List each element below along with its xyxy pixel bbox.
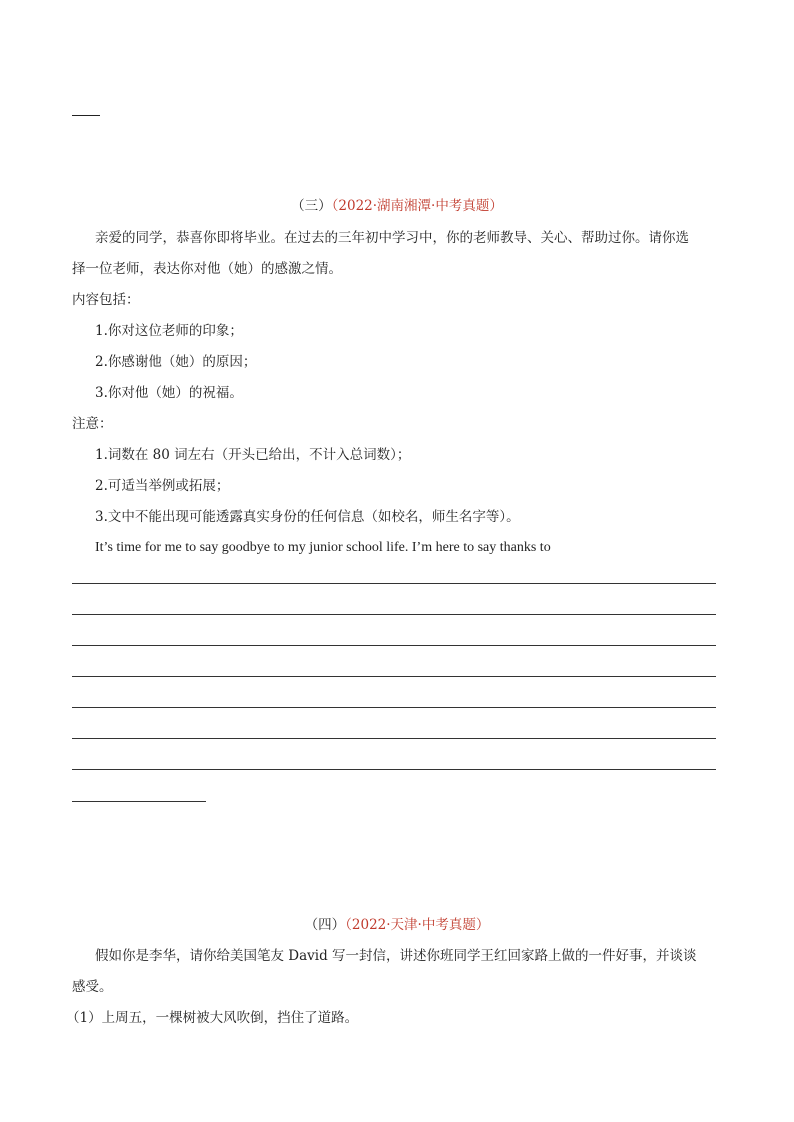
writing-line-short[interactable] xyxy=(72,801,206,802)
writing-line[interactable] xyxy=(72,738,716,739)
writing-line[interactable] xyxy=(72,583,716,584)
note-item: 1.词数在 80 词左右（开头已给出，不计入总词数）； xyxy=(95,447,411,463)
writing-line[interactable] xyxy=(72,676,716,677)
content-item: 1.你对这位老师的印象； xyxy=(95,323,243,339)
section3-title xyxy=(0,194,794,214)
section4-title xyxy=(0,913,794,933)
writing-line[interactable] xyxy=(72,707,716,708)
content-item: 2.你感谢他（她）的原因； xyxy=(95,354,257,370)
writing-line[interactable] xyxy=(72,769,716,770)
notes-heading: 注意： xyxy=(72,416,113,432)
section4-item1: （1）上周五，一棵树被大风吹倒，挡住了道路。 xyxy=(66,1010,359,1026)
section4-number: （四） xyxy=(304,917,346,933)
section4-intro-line2: 感受。 xyxy=(72,979,113,995)
section3-intro-line1: 亲爱的同学，恭喜你即将毕业。在过去的三年初中学习中，你的老师教导、关心、帮助过你。请你选 xyxy=(95,230,689,246)
section4-source: （2022·天津·中考真题） xyxy=(345,917,490,933)
content-item: 3.你对他（她）的祝福。 xyxy=(95,385,243,401)
section3-number: （三） xyxy=(291,198,332,214)
section4-intro-line1: 假如你是李华，请你给美国笔友 David 写一封信，讲述你班同学王红回家路上做的一件好事，并谈谈 xyxy=(95,948,697,964)
writing-line[interactable] xyxy=(72,645,716,646)
opening-sentence: It’s time for me to say goodbye to my junior school life. I’m here to say thanks to xyxy=(95,540,551,555)
section3-intro-line2: 择一位老师，表达你对他（她）的感激之情。 xyxy=(72,261,342,277)
note-item: 2.可适当举例或拓展； xyxy=(95,478,230,494)
note-item: 3.文中不能出现可能透露真实身份的任何信息（如校名，师生名字等）。 xyxy=(95,509,520,525)
writing-line[interactable] xyxy=(72,614,716,615)
content-heading: 内容包括： xyxy=(72,292,140,308)
top-rule xyxy=(72,115,100,116)
section3-source: （2022·湖南湘潭·中考真题） xyxy=(331,198,503,214)
